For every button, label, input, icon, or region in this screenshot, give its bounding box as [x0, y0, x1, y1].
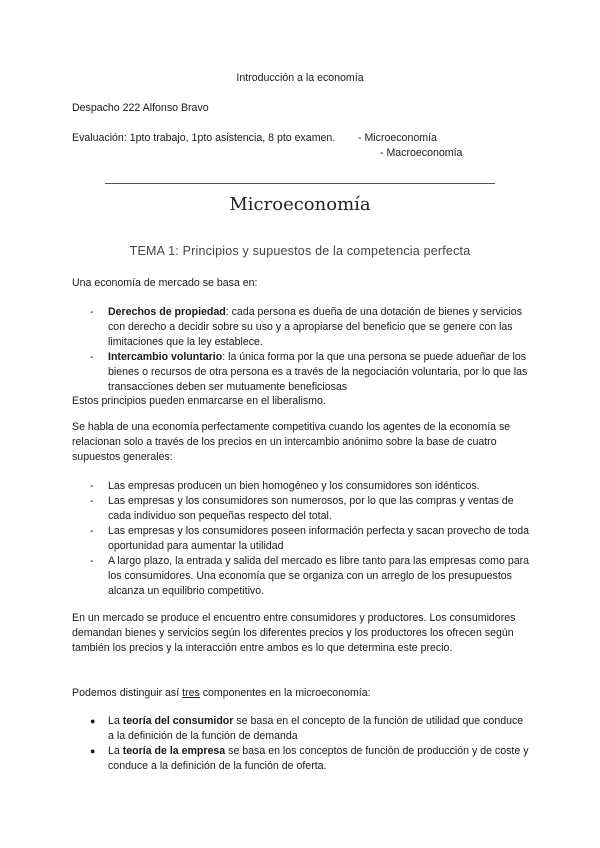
assumption-text: Las empresas producen un bien homogéneo y los consumidores son idénticos.	[108, 480, 480, 492]
underlined-word: tres	[182, 687, 200, 699]
principle-text: : cada persona es dueña de una dotación de bienes y servicios con derecho a decidir sobre su uso y a apropiarse del beneficio que se genere con las limitaciones que la ley establece.	[108, 306, 522, 348]
list-item: ● La teoría del consumidor se basa en el concepto de la función de utilidad que conduce a la definición de la función de demanda	[90, 715, 524, 742]
assumption-text: Las empresas y los consumidores poseen información perfecta y sacan provecho de toda oportunidad para aumentar la utilidad	[108, 525, 530, 552]
list-item	[90, 350, 530, 395]
dash-marker: -	[90, 351, 94, 363]
list-item	[90, 554, 530, 599]
evaluation-item-macroeconomia: - Macroeconomía	[380, 147, 463, 159]
component-term: teoría de la empresa	[122, 745, 226, 757]
dash-marker: -	[90, 480, 94, 492]
competition-paragraph: Se habla de una economía perfectamente competitiva cuando los agentes de la economía se relacionan solo a través de los precios en un intercambio anónimo sobre la base de cuatro supuestos generales:	[72, 421, 511, 463]
bullet-marker: ●	[90, 716, 96, 726]
topic-heading: TEMA 1: Principios y supuestos de la competencia perfecta	[129, 244, 471, 258]
components-intro: Podemos distinguir así tres componentes en la microeconomía:	[72, 687, 371, 699]
principle-text: : la única forma por la que una persona se puede adueñar de los bienes o recursos de otra persona es a través de la negociación voluntaria, por lo que las transacciones deben ser mutuamente beneficiosas	[108, 351, 528, 393]
dash-marker: -	[90, 555, 94, 567]
list-item	[90, 305, 530, 350]
components-list	[90, 714, 530, 774]
intro-paragraph: Una economía de mercado se basa en:	[72, 277, 258, 289]
list-item	[90, 479, 530, 494]
assumption-text: Las empresas y los consumidores son numerosos, por lo que las compras y ventas de cada individuo son pequeñas respecto del total.	[108, 495, 514, 522]
principle-term: Derechos de propiedad	[108, 306, 226, 318]
assumption-text: A largo plazo, la entrada y salida del mercado es libre tanto para las empresas como para los consumidores. Una economía que se organiza con un arreglo de los presupuestos alcanza un equilibrio competitivo.	[108, 555, 530, 597]
principles-list	[90, 305, 530, 395]
principle-term: Intercambio voluntario	[108, 351, 223, 363]
component-text: se basa en el concepto de la función de utilidad que conduce a la definición de la función de demanda	[108, 715, 524, 742]
list-item	[90, 524, 530, 554]
dash-marker: -	[90, 525, 94, 537]
component-text: se basa en los conceptos de función de producción y de coste y conduce a la definición de la función de oferta.	[108, 745, 529, 772]
document-title: Introducción a la economía	[236, 72, 364, 84]
list-item	[90, 494, 530, 524]
liberalism-paragraph: Estos principios pueden enmarcarse en el liberalismo.	[72, 395, 326, 407]
assumptions-list	[90, 479, 530, 599]
bullet-marker: ●	[90, 746, 96, 756]
office-info: Despacho 222 Alfonso Bravo	[72, 102, 209, 114]
section-heading: Microeconomía	[229, 194, 371, 215]
component-term: teoría del consumidor	[122, 715, 234, 727]
dash-marker: -	[90, 306, 94, 318]
list-item: ● La teoría de la empresa se basa en los conceptos de función de producción y de coste y conduce a la definición de la función de oferta.	[90, 745, 529, 772]
evaluation-item-microeconomia: - Microeconomía	[358, 132, 437, 144]
market-paragraph: En un mercado se produce el encuentro entre consumidores y productores. Los consumidores demandan bienes y servicios según los diferentes precios y los productores los ofrecen según también los precios y la interacción entre ambos es lo que determina este precio.	[72, 612, 516, 654]
divider	[105, 183, 495, 184]
dash-marker: -	[90, 495, 94, 507]
evaluation-text: Evaluación: 1pto trabajo, 1pto asistencia, 8 pto examen.	[72, 132, 336, 144]
